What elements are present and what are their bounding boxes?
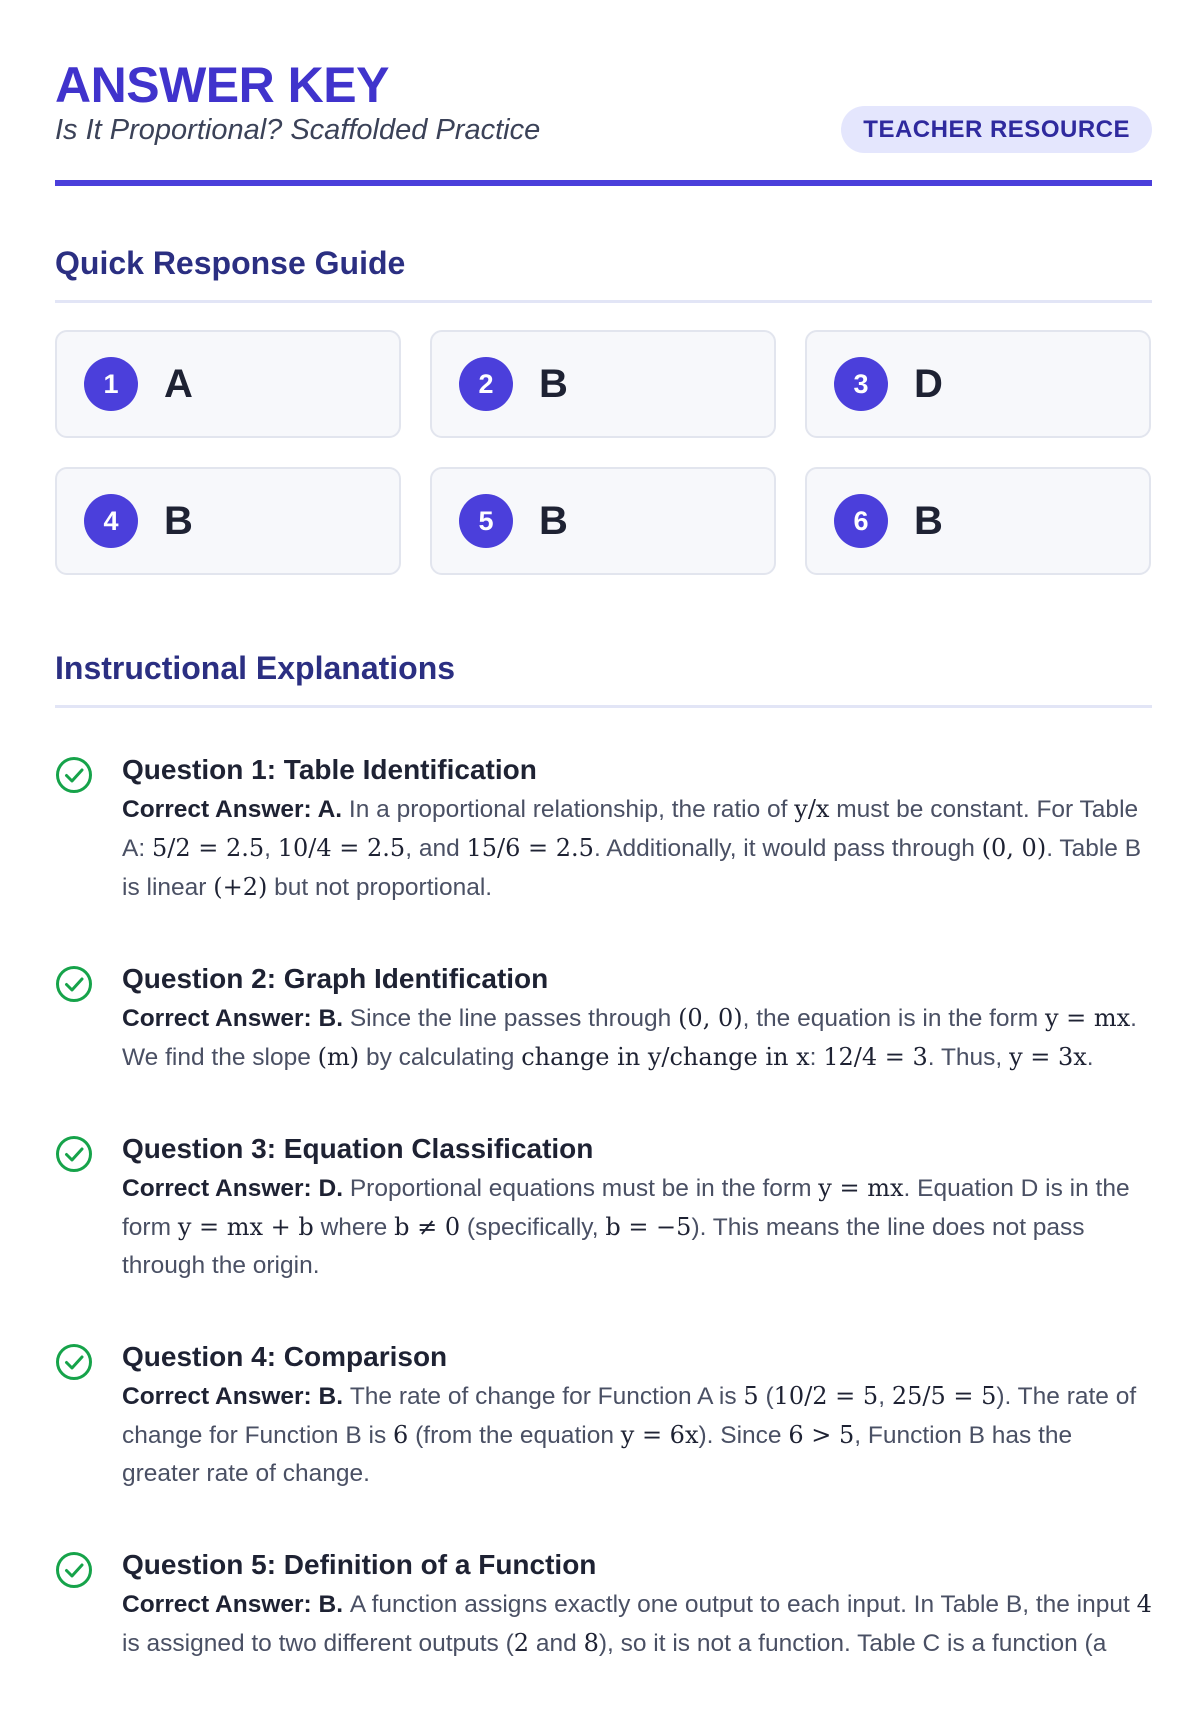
correct-answer-label: Correct Answer: A. (122, 796, 349, 823)
math-expression: change in y/change in x (521, 1043, 810, 1071)
math-expression: 12/4 = 3 (823, 1043, 928, 1071)
answer-letter: B (164, 498, 193, 543)
teacher-resource-badge: TEACHER RESOURCE (841, 106, 1152, 153)
question-number-badge: 1 (84, 357, 138, 411)
quick-response-guide-heading: Quick Response Guide (55, 245, 1152, 303)
answer-letter: D (914, 361, 943, 406)
instructional-explanations-heading: Instructional Explanations (55, 650, 1152, 708)
correct-answer-label: Correct Answer: B. (122, 1383, 350, 1410)
question-number-badge: 5 (459, 494, 513, 548)
math-expression: 6 > 5 (788, 1421, 855, 1449)
question-number-badge: 3 (834, 357, 888, 411)
math-expression: (0, 0) (981, 834, 1047, 862)
math-expression: y = mx (818, 1174, 904, 1202)
math-expression: y = mx + b (177, 1213, 314, 1241)
explanations-list (55, 752, 1152, 1717)
math-expression: 6 (393, 1421, 409, 1449)
answer-card (805, 330, 1151, 438)
explanation-body: Correct Answer: B. A function assigns exactly one output to each input. In Table B, the input 4 is assigned to two different outputs (2 and 8), so it is not a function. Table C is a function (a (122, 1590, 1152, 1657)
math-expression: y/x (794, 795, 830, 823)
question-number-badge: 6 (834, 494, 888, 548)
question-number-badge: 2 (459, 357, 513, 411)
explanation-body: Correct Answer: B. Since the line passes through (0, 0), the equation is in the form y = mx. We find the slope (m) by calculating change in y/change in x: 12/4 = 3. Thus, y = 3x. (122, 1004, 1137, 1071)
explanation-item (55, 1547, 1152, 1663)
math-expression: 2 (513, 1629, 530, 1657)
math-expression: (m) (317, 1043, 360, 1071)
explanation-title: Question 5: Definition of a Function (122, 1549, 597, 1580)
answer-letter: A (164, 361, 193, 406)
answer-card (430, 467, 776, 575)
explanation-title: Question 1: Table Identification (122, 754, 537, 785)
answer-letter: B (539, 361, 568, 406)
answer-letter: B (914, 498, 943, 543)
check-circle-icon (55, 1343, 93, 1381)
math-expression: b = −5 (605, 1213, 692, 1241)
math-expression: (+2) (213, 873, 268, 901)
explanation-item (55, 1131, 1152, 1285)
math-expression: y = 3x (1009, 1043, 1087, 1071)
answer-card (805, 467, 1151, 575)
explanation-body: Correct Answer: B. The rate of change for Function A is 5 (10/2 = 5, 25/5 = 5). The rate of change for Function B is 6 (from the equation y = 6x). Since 6 > 5, Function B has the greater rate of change. (122, 1382, 1137, 1487)
math-expression: 8 (583, 1629, 599, 1657)
page-subtitle: Is It Proportional? Scaffolded Practice (55, 114, 541, 146)
answer-card (55, 467, 401, 575)
math-expression: 5 (743, 1382, 759, 1410)
check-circle-icon (55, 1135, 93, 1173)
check-circle-icon (55, 965, 93, 1003)
math-expression: y = mx (1044, 1004, 1131, 1032)
explanation-item (55, 961, 1152, 1077)
check-circle-icon (55, 1551, 93, 1589)
math-expression: 15/6 = 2.5 (466, 834, 594, 862)
explanation-body: Correct Answer: A. In a proportional relationship, the ratio of y/x must be constant. For Table A: 5/2 = 2.5, 10/4 = 2.5, and 15/6 = 2.5. Additionally, it would pass through (0, 0). Table B is linear (+2) but not proportional. (122, 795, 1142, 901)
math-expression: 10/2 = 5 (773, 1382, 879, 1410)
explanation-title: Question 3: Equation Classification (122, 1133, 594, 1164)
correct-answer-label: Correct Answer: B. (122, 1005, 350, 1032)
answer-card (430, 330, 776, 438)
math-expression: 4 (1136, 1590, 1152, 1618)
question-number-badge: 4 (84, 494, 138, 548)
math-expression: (0, 0) (678, 1004, 743, 1032)
math-expression: 25/5 = 5 (891, 1382, 997, 1410)
check-circle-icon (55, 756, 93, 794)
answer-letter: B (539, 498, 568, 543)
explanation-item (55, 752, 1152, 907)
correct-answer-label: Correct Answer: D. (122, 1175, 350, 1202)
answer-key-page (55, 0, 1152, 1657)
quick-response-grid (55, 330, 1152, 575)
math-expression: 10/4 = 2.5 (277, 834, 406, 862)
explanation-title: Question 2: Graph Identification (122, 963, 549, 994)
math-expression: b ≠ 0 (394, 1213, 461, 1241)
correct-answer-label: Correct Answer: B. (122, 1591, 350, 1618)
explanation-body: Correct Answer: D. Proportional equations must be in the form y = mx. Equation D is in the form y = mx + b where b ≠ 0 (specifically, b = −5). This means the line does not pass through the origin. (122, 1174, 1130, 1279)
page-title: ANSWER KEY (55, 57, 389, 113)
answer-card (55, 330, 401, 438)
explanation-title: Question 4: Comparison (122, 1341, 448, 1372)
header (55, 0, 1152, 186)
math-expression: 5/2 = 2.5 (151, 834, 265, 862)
math-expression: y = 6x (620, 1421, 699, 1449)
explanation-item (55, 1339, 1152, 1493)
